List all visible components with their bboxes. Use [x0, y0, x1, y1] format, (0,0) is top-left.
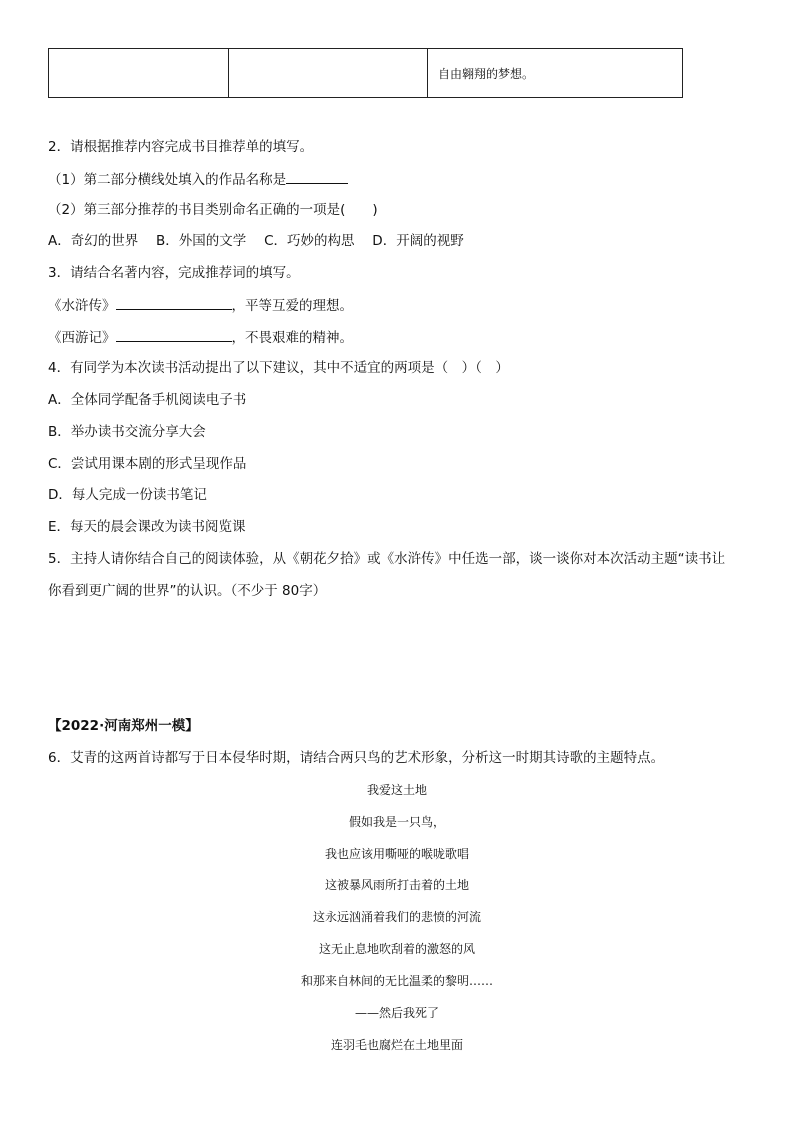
- poem-line: ——然后我死了: [354, 1006, 439, 1020]
- poem-line: 和那来自林间的无比温柔的黎明……: [300, 974, 493, 988]
- table-cell: [49, 49, 229, 98]
- q2-sub1-text: （1）第二部分横线处填入的作品名称是: [48, 172, 287, 188]
- q2-sub2: （2）第三部分推荐的书目类别命名正确的一项是( ): [48, 202, 378, 218]
- q3-stem: 3．请结合名著内容，完成推荐词的填写。: [48, 265, 300, 281]
- q3-line1-book: 《水浒传》: [48, 298, 116, 314]
- answer-blank[interactable]: [116, 295, 232, 310]
- q3-line2-book: 《西游记》: [48, 330, 116, 346]
- table-cell: 自由翱翔的梦想。: [428, 49, 683, 98]
- source-tag: 【2022·河南郑州一模】: [48, 718, 199, 734]
- q5-line2: 你看到更广阔的世界”的认识。（不少于 80字）: [48, 583, 327, 599]
- q4-option: D．每人完成一份读书笔记: [48, 487, 207, 503]
- q2-stem: 2．请根据推荐内容完成书目推荐单的填写。: [48, 139, 314, 155]
- q2-sub1: [48, 169, 348, 190]
- q5-line1: 5．主持人请你结合自己的阅读体验，从《朝花夕拾》或《水浒传》中任选一部，谈一谈你对本次活动主题“读书让: [48, 551, 726, 567]
- poem-line: 连羽毛也腐烂在土地里面: [330, 1038, 463, 1052]
- q4-option: C．尝试用课本剧的形式呈现作品: [48, 456, 247, 472]
- poem-line: 这永远汹涌着我们的悲愤的河流: [312, 910, 481, 924]
- q3-line1-tail: ，平等互爱的理想。: [231, 298, 353, 314]
- q3-line1: [48, 295, 353, 316]
- poem-line: 这被暴风雨所打击着的土地: [324, 878, 469, 892]
- table-cell: [229, 49, 428, 98]
- q3-line2-tail: ，不畏艰难的精神。: [231, 330, 353, 346]
- poem-line: 假如我是一只鸟，: [348, 815, 445, 829]
- q4-stem: 4．有同学为本次读书活动提出了以下建议，其中不适宜的两项是（ ）（ ）: [48, 360, 509, 376]
- poem-line: 我也应该用嘶哑的喉咙歌唱: [324, 847, 469, 861]
- answer-table: [48, 48, 683, 98]
- q6-stem: 6．艾青的这两首诗都写于日本侵华时期，请结合两只鸟的艺术形象，分析这一时期其诗歌的主题特点。: [48, 750, 665, 766]
- q4-option: B．举办读书交流分享大会: [48, 424, 206, 440]
- table-row: [49, 49, 683, 98]
- poem-line: 这无止息地吹刮着的激怒的风: [318, 942, 475, 956]
- q4-option: E．每天的晨会课改为读书阅览课: [48, 519, 246, 535]
- q3-line2: [48, 327, 353, 348]
- q4-option: A．全体同学配备手机阅读电子书: [48, 392, 247, 408]
- poem-title: 我爱这土地: [366, 783, 427, 797]
- answer-blank[interactable]: [116, 327, 232, 342]
- q2-options: A．奇幻的世界 B．外国的文学 C．巧妙的构思 D．开阔的视野: [48, 233, 464, 249]
- answer-blank[interactable]: [286, 169, 348, 184]
